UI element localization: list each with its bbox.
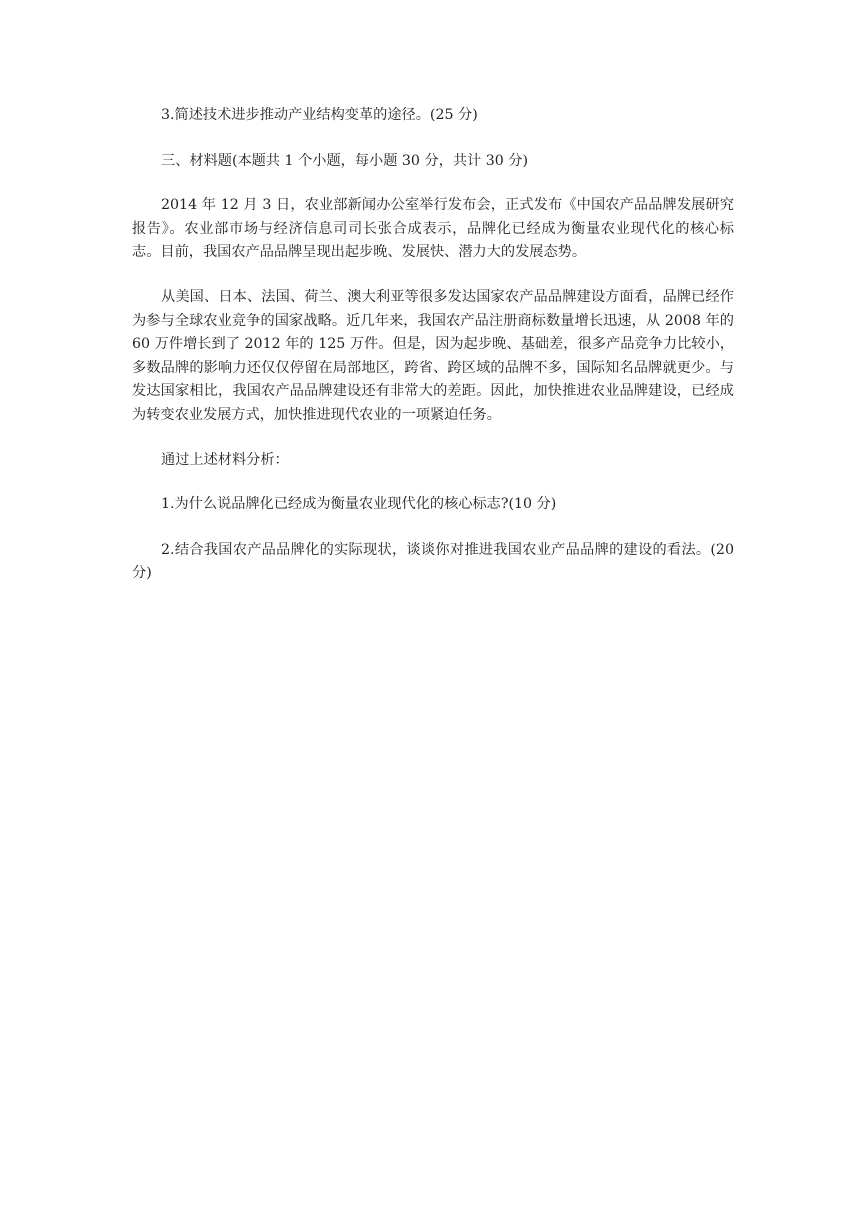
document-body [132,104,734,608]
material-paragraph-2: 从美国、日本、法国、荷兰、澳大利亚等很多发达国家农产品品牌建设方面看，品牌已经作为参与全球农业竞争的国家战略。近几年来，我国农产品注册商标数量增长迅速，从 2008 年的 60 万件增长到了 2012 年的 125 万件。但是，因为起步晚、基础差，很多产品竞争力比较小，多数品牌的影响力还仅仅停留在局部地区，跨省、跨区域的品牌不多，国际知名品牌就更少。与发达国家相比，我国农产品品牌建设还有非常大的差距。因此，加快推进农业品牌建设，已经成为转变农业发展方式，加快推进现代农业的一项紧迫任务。 [132,288,734,423]
question-3: 3.简述技术进步推动产业结构变革的途径。(25 分) [161,107,478,123]
material-paragraph-1: 2014 年 12 月 3 日，农业部新闻办公室举行发布会，正式发布《中国农产品品牌发展研究报告》。农业部市场与经济信息司司长张合成表示，品牌化已经成为衡量农业现代化的核心标志。目前，我国农产品品牌呈现出起步晚、发展快、潜力大的发展态势。 [132,197,734,261]
analysis-prompt: 通过上述材料分析： [161,451,289,468]
sub-question-2: 2.结合我国农产品品牌化的实际现状，谈谈你对推进我国农业产品品牌的建设的看法。(20 分) [132,541,734,582]
section-heading-material: 三、材料题(本题共 1 个小题，每小题 30 分，共计 30 分) [161,152,529,169]
sub-question-1: 1.为什么说品牌化已经成为衡量农业现代化的核心标志?(10 分) [161,496,557,513]
